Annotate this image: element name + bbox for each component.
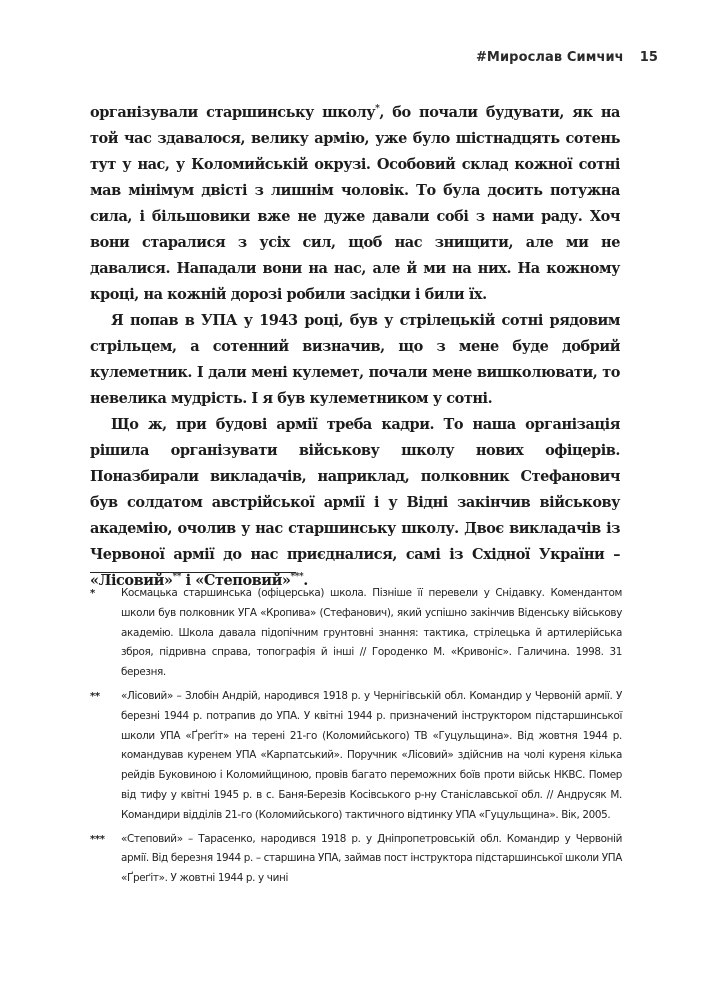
footnotes [90,584,622,893]
footnote-mark: *** [90,833,105,845]
paragraph-1 [90,100,620,308]
paragraph-1-rest: , бо почали будувати, як на той час здавалося, велику армію, уже було шістнадцять сотень тут у нас, у Коломийській окрузі. Особовий склад кожної сотні мав мінімум двісті з лишнім чоловік. То була досить потужна сила, і більшовики вже не дуже давали собі з нами раду. Хоч вони старалися з усіх сил, щоб нас знищити, але ми не давалися. Нападали вони на нас, але й ми на них. На кожному кроці, на кожній дорозі робили засідки і били їх. [90,104,620,303]
footnote-1 [90,584,622,683]
paragraph-1-text: організували старшинську школу [90,104,376,121]
main-text [90,100,620,594]
footnote-text: «Лісовий» – Злобін Андрій, народився 1918 р. у Чернігівській обл. Командир у Червоній армії. У березні 1944 р. потрапив до УПА. У квітні 1944 р. призначений інструктором підстаршинської школи УПА «Ґреґіт» на терені 21-го (Коломийського) ТВ «Гуцульщина». Від жовтня 1944 р. командував куренем УПА «Карпатський». Поручник «Лісовий» здійснив на чолі куреня кілька рейдів Буковиною і Коломийщиною, провів багато переможних боїв проти військ НКВС. Помер від тифу у квітні 1945 р. в с. Баня-Березів Косівського р-ну Станіславської обл. // Андрусяк М. Командири відділів 21-го (Коломийського) тактичного відтинку УПА «Гуцульщина». Вік, 2005. [121,689,622,821]
paragraph-3 [90,412,620,594]
page-number: 15 [639,50,658,65]
footnote-ref-1: * [375,104,380,115]
footnote-text: Космацька старшинська (офіцерська) школа. Пізніше її перевели у Снідавку. Комендантом школи був полковник УГА «Кропива» (Стефанович), який успішно закінчив Віденську військову академію. Школа давала підопічним грунтовні знання: тактика, стрілецька й артилерійська зброя, підривна справа, топографія й інші // Городенко М. «Кривоніс». Галичина. 1998. 31 березня. [121,587,622,679]
paragraph-3-text: Що ж, при будові армії треба кадри. То наша організація рішила організувати військову школу нових офіцерів. Поназбирали викладачів, наприклад, полковник Стефанович був солдатом австрійської армії і у Відні закінчив військову академію, очолив у нас старшинську школу. Двоє викладачів із Червоної армії до нас приєдналися, самі із Східної України – «Лісовий» [90,416,620,589]
paragraph-2: Я попав в УПА у 1943 році, був у стрілецькій сотні рядовим стрільцем, а сотенний визначив, що з мене буде добрий кулеметник. І дали мені кулемет, почали мене вишколювати, то невелика мудрість. І я був кулеметником у сотні. [90,312,620,407]
footnote-3 [90,830,622,889]
footnote-ref-3: *** [290,572,304,583]
footnote-text: «Степовий» – Тарасенко, народився 1918 р. у Дніпропетровській обл. Командир у Червоній армії. Від березня 1944 р. – старшина УПА, займав пост інструктора підстаршинської школи УПА «Ґреґіт». У жовтні 1944 р. у чині [121,832,622,885]
footnote-ref-2: ** [172,572,182,583]
paragraph-3-mid: і «Степовий» [181,572,291,589]
running-header-author: #Мирослав Симчич [475,50,624,65]
footnote-2 [90,687,622,826]
footnote-mark: * [90,588,95,599]
running-header [0,50,658,65]
footnote-mark: ** [90,690,100,702]
footnote-divider [90,572,296,573]
paragraph-3-end: . [303,572,308,589]
